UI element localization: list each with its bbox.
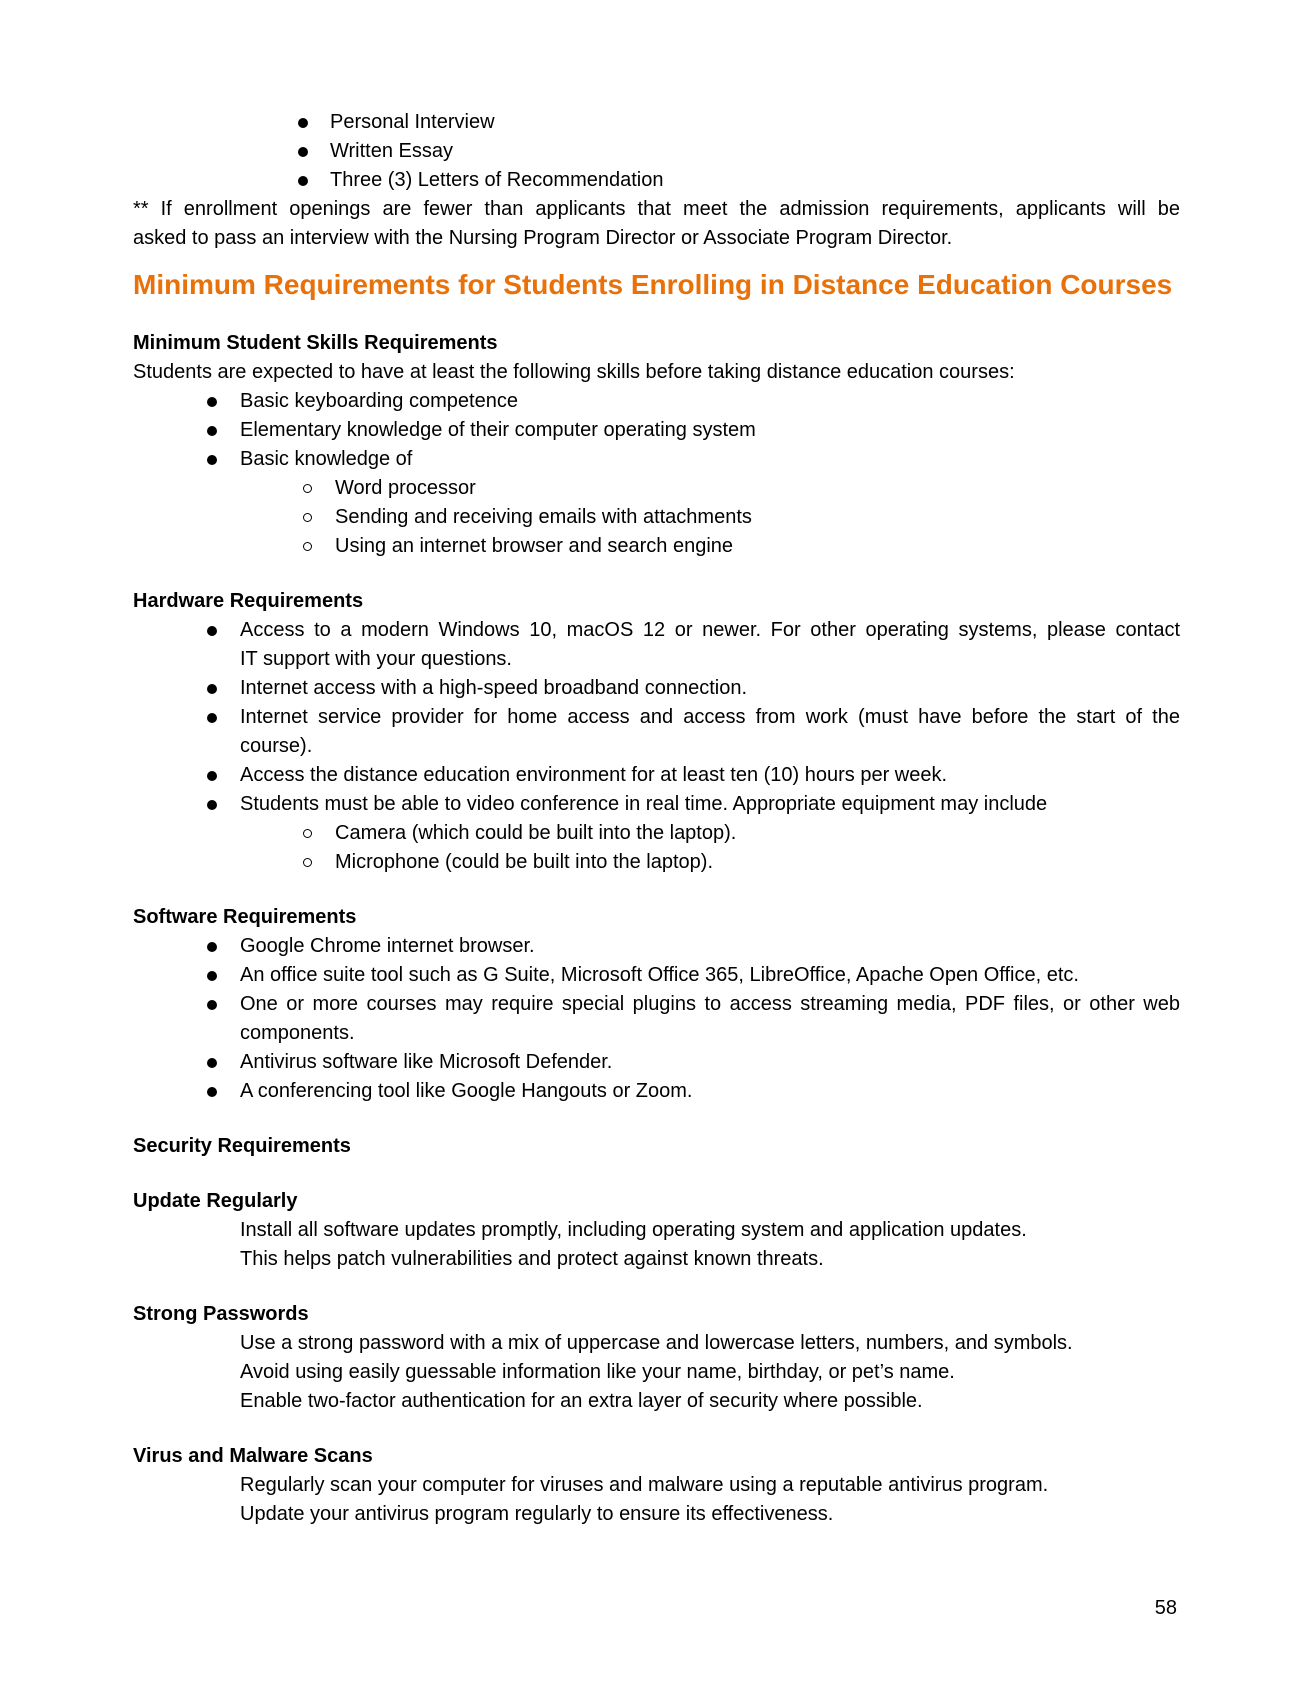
bullet-text: [330, 166, 1180, 195]
bullet-item: [133, 761, 1180, 790]
section-heading-software-requirements: Software Requirements: [133, 906, 357, 928]
text-line: Elementary knowledge of their computer operating system: [240, 419, 756, 441]
text-line: Sending and receiving emails with attachments: [335, 506, 752, 528]
disc-bullet-icon: [298, 176, 308, 186]
page-number: 58: [1154, 1597, 1177, 1619]
text-line: Use a strong password with a mix of uppercase and lowercase letters, numbers, and symbols.: [240, 1332, 1073, 1354]
text-line: Students are expected to have at least the following skills before taking distance education courses:: [133, 361, 1015, 383]
disc-bullet-icon: [207, 684, 217, 694]
text-line: Avoid using easily guessable information like your name, birthday, or pet’s name.: [240, 1361, 955, 1383]
indented-paragraph: [133, 1216, 1180, 1245]
bullet-text: [240, 416, 1180, 445]
text-line: Written Essay: [330, 140, 453, 162]
bullet-text: [240, 1048, 1180, 1077]
text-line: Enable two-factor authentication for an extra layer of security where possible.: [240, 1390, 923, 1412]
text-line: Access to a modern Windows 10, macOS 12 or newer. For other operating systems, please contact: [240, 619, 1180, 641]
section-heading-minimum-student-skills-requirements: Minimum Student Skills Requirements: [133, 332, 498, 354]
bullet-item: [133, 790, 1180, 819]
text-line: Install all software updates promptly, including operating system and application updates.: [240, 1219, 1027, 1241]
disc-bullet-icon: [207, 397, 217, 407]
text-line: Personal Interview: [330, 111, 495, 133]
text-line: An office suite tool such as G Suite, Microsoft Office 365, LibreOffice, Apache Open Office, etc.: [240, 964, 1079, 986]
bullet-item: [133, 932, 1180, 961]
disc-bullet-icon: [207, 771, 217, 781]
bullet-item: [133, 674, 1180, 703]
text-line: course).: [240, 735, 313, 757]
bullet-text: [240, 1077, 1180, 1106]
circle-bullet-icon: [303, 542, 312, 551]
disc-bullet-icon: [207, 426, 217, 436]
bullet-item: [133, 990, 1180, 1048]
text-line: Microphone (could be built into the laptop).: [335, 851, 714, 873]
section-heading-virus-and-malware-scans: Virus and Malware Scans: [133, 1445, 373, 1467]
text-line: IT support with your questions.: [240, 648, 512, 670]
bullet-text: [335, 503, 1180, 532]
sub-bullet-item: [133, 474, 1180, 503]
bullet-item: [133, 445, 1180, 474]
text-line: This helps patch vulnerabilities and protect against known threats.: [240, 1248, 824, 1270]
bullet-item: [133, 108, 1180, 137]
bullet-item: [133, 1077, 1180, 1106]
disc-bullet-icon: [207, 626, 217, 636]
text-line: Update your antivirus program regularly to ensure its effectiveness.: [240, 1503, 834, 1525]
section-heading-update-regularly: Update Regularly: [133, 1190, 298, 1212]
indented-paragraph: [133, 1500, 1180, 1529]
bullet-text: [240, 674, 1180, 703]
disc-bullet-icon: [207, 1058, 217, 1068]
main-heading: Minimum Requirements for Students Enrolling in Distance Education Courses: [133, 269, 1173, 300]
sections-container: [133, 329, 1180, 1529]
bullet-text: [240, 703, 1180, 761]
section-update-regularly: [133, 1187, 1180, 1274]
disc-bullet-icon: [207, 713, 217, 723]
circle-bullet-icon: [303, 513, 312, 522]
indented-paragraph: [133, 1245, 1180, 1274]
bullet-text: [330, 108, 1180, 137]
bullet-text: [335, 819, 1180, 848]
bullet-text: [240, 932, 1180, 961]
text-line: Internet service provider for home access and access from work (must have before the start of the: [240, 706, 1180, 728]
section-heading-hardware-requirements: Hardware Requirements: [133, 590, 364, 612]
text-line: Using an internet browser and search engine: [335, 535, 734, 557]
bullet-text: [335, 474, 1180, 503]
bullet-item: [133, 166, 1180, 195]
indented-paragraph: [133, 1471, 1180, 1500]
bullet-text: [240, 616, 1180, 674]
indented-paragraph: [133, 1358, 1180, 1387]
text-line: Word processor: [335, 477, 476, 499]
text-line: Camera (which could be built into the laptop).: [335, 822, 737, 844]
bullet-text: [330, 137, 1180, 166]
bullet-text: [240, 790, 1180, 819]
text-line: ** If enrollment openings are fewer than applicants that meet the admission requirements, applicants will be: [133, 198, 1180, 220]
circle-bullet-icon: [303, 829, 312, 838]
disc-bullet-icon: [298, 147, 308, 157]
text-line: Regularly scan your computer for viruses and malware using a reputable antivirus program.: [240, 1474, 1049, 1496]
section-software-requirements: [133, 903, 1180, 1106]
bullet-item: [133, 703, 1180, 761]
sub-bullet-item: [133, 819, 1180, 848]
disc-bullet-icon: [207, 971, 217, 981]
text-line: Three (3) Letters of Recommendation: [330, 169, 664, 191]
section-security-requirements: [133, 1132, 1180, 1161]
bullet-item: [133, 137, 1180, 166]
bullet-item: [133, 961, 1180, 990]
disc-bullet-icon: [207, 1000, 217, 1010]
disc-bullet-icon: [298, 118, 308, 128]
circle-bullet-icon: [303, 484, 312, 493]
section-heading-strong-passwords: Strong Passwords: [133, 1303, 309, 1325]
section-heading-security-requirements: Security Requirements: [133, 1135, 351, 1157]
bullet-item: [133, 1048, 1180, 1077]
sub-bullet-item: [133, 503, 1180, 532]
bullet-text: [240, 387, 1180, 416]
disc-bullet-icon: [207, 800, 217, 810]
text-line: Antivirus software like Microsoft Defender.: [240, 1051, 613, 1073]
section-hardware-requirements: [133, 587, 1180, 877]
disc-bullet-icon: [207, 1087, 217, 1097]
text-line: components.: [240, 1022, 355, 1044]
text-line: A conferencing tool like Google Hangouts or Zoom.: [240, 1080, 693, 1102]
text-line: Basic knowledge of: [240, 448, 413, 470]
bullet-text: [335, 848, 1180, 877]
disc-bullet-icon: [207, 942, 217, 952]
text-line: Basic keyboarding competence: [240, 390, 518, 412]
text-line: Students must be able to video conference in real time. Appropriate equipment may include: [240, 793, 1048, 815]
bullet-item: [133, 416, 1180, 445]
disc-bullet-icon: [207, 455, 217, 465]
bullet-text: [240, 445, 1180, 474]
indented-paragraph: [133, 1387, 1180, 1416]
text-line: Google Chrome internet browser.: [240, 935, 535, 957]
bullet-text: [335, 532, 1180, 561]
text-line: asked to pass an interview with the Nursing Program Director or Associate Program Director.: [133, 227, 953, 249]
section-minimum-student-skills-requirements: [133, 329, 1180, 561]
section-strong-passwords: [133, 1300, 1180, 1416]
admission-requirements-list: [133, 108, 1180, 195]
text-line: Access the distance education environment for at least ten (10) hours per week.: [240, 764, 948, 786]
bullet-text: [240, 761, 1180, 790]
text-line: One or more courses may require special plugins to access streaming media, PDF files, or other web: [240, 993, 1180, 1015]
sub-bullet-item: [133, 532, 1180, 561]
text-line: Internet access with a high-speed broadband connection.: [240, 677, 748, 699]
sub-bullet-item: [133, 848, 1180, 877]
bullet-text: [240, 990, 1180, 1048]
bullet-item: [133, 616, 1180, 674]
bullet-text: [240, 961, 1180, 990]
section-virus-and-malware-scans: [133, 1442, 1180, 1529]
indented-paragraph: [133, 1329, 1180, 1358]
circle-bullet-icon: [303, 858, 312, 867]
paragraph: [133, 358, 1180, 387]
bullet-item: [133, 387, 1180, 416]
enrollment-note-paragraph: [133, 195, 1180, 253]
